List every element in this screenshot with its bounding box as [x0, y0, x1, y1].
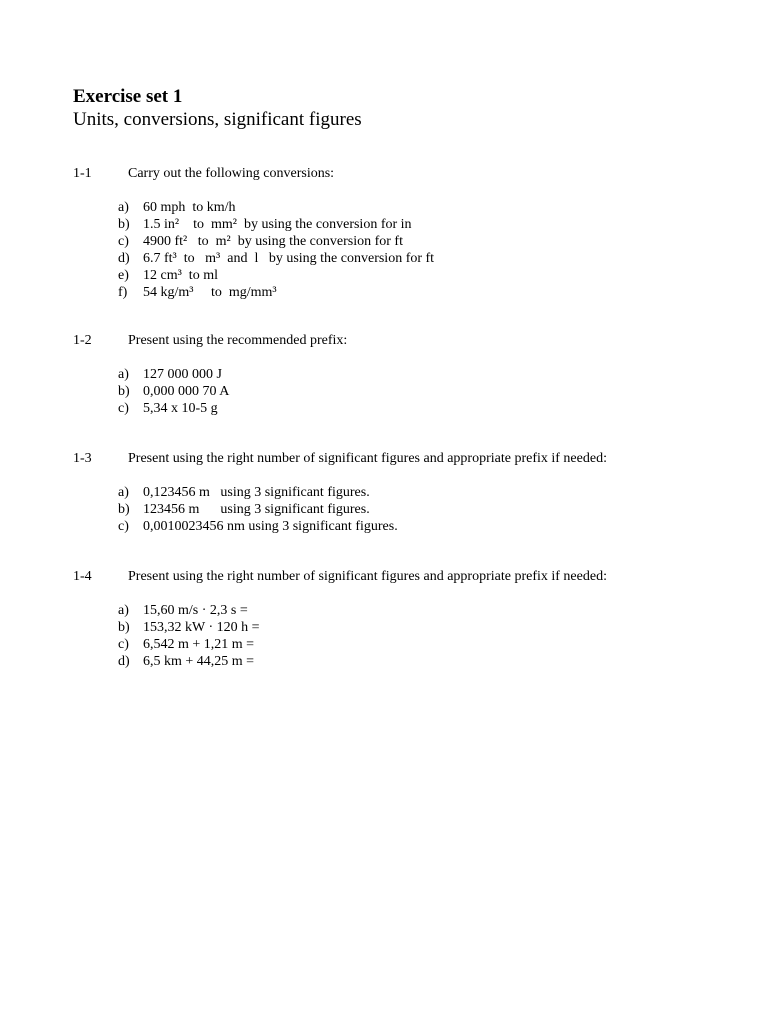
item-text: 5,34 x 10-5 g: [143, 401, 218, 416]
problem-prompt: Present using the right number of significant figures and appropriate prefix if needed:: [128, 569, 607, 584]
item-label: b): [118, 217, 130, 232]
item-text: 54 kg/m³ to mg/mm³: [143, 285, 277, 300]
item-label: c): [118, 401, 129, 416]
item-label: c): [118, 234, 129, 249]
document-title: Exercise set 1: [73, 86, 183, 107]
item-text: 12 cm³ to ml: [143, 268, 218, 283]
list-item: [118, 636, 260, 653]
problem-number: 1-4: [73, 569, 92, 584]
item-label: b): [118, 620, 130, 635]
list-item: [118, 216, 434, 233]
list-item: [118, 653, 260, 670]
item-label: a): [118, 485, 129, 500]
list-item: [118, 400, 229, 417]
item-text: 4900 ft² to m² by using the conversion for ft: [143, 234, 403, 249]
list-item: [118, 484, 398, 501]
problem-items: [118, 484, 398, 535]
item-text: 0,123456 m using 3 significant figures.: [143, 485, 370, 500]
item-label: c): [118, 637, 129, 652]
problem-number: 1-3: [73, 451, 92, 466]
item-label: e): [118, 268, 129, 283]
item-label: d): [118, 251, 130, 266]
item-text: 1.5 in² to mm² by using the conversion for in: [143, 217, 412, 232]
item-label: b): [118, 384, 130, 399]
problem-prompt: Present using the recommended prefix:: [128, 333, 348, 348]
item-label: c): [118, 519, 129, 534]
item-text: 6,5 km + 44,25 m =: [143, 654, 255, 669]
list-item: [118, 619, 260, 636]
list-item: [118, 233, 434, 250]
item-label: a): [118, 200, 129, 215]
problem-prompt: Present using the right number of significant figures and appropriate prefix if needed:: [128, 451, 607, 466]
list-item: [118, 602, 260, 619]
item-label: f): [118, 285, 128, 300]
problem-items: [118, 602, 260, 670]
list-item: [118, 250, 434, 267]
problem-items: [118, 199, 434, 301]
list-item: [118, 284, 434, 301]
list-item: [118, 383, 229, 400]
item-text: 6,542 m + 1,21 m =: [143, 637, 255, 652]
item-label: b): [118, 502, 130, 517]
document-subtitle: Units, conversions, significant figures: [73, 109, 362, 130]
item-text: 127 000 000 J: [143, 367, 222, 382]
item-label: a): [118, 367, 129, 382]
list-item: [118, 199, 434, 216]
item-text: 0,000 000 70 A: [143, 384, 230, 399]
item-text: 15,60 m/s · 2,3 s =: [143, 603, 248, 618]
list-item: [118, 366, 229, 383]
item-text: 153,32 kW · 120 h =: [143, 620, 260, 635]
item-text: 60 mph to km/h: [143, 200, 236, 215]
item-label: a): [118, 603, 129, 618]
problem-prompt: Carry out the following conversions:: [128, 166, 335, 181]
problem-number: 1-1: [73, 166, 92, 181]
item-text: 6.7 ft³ to m³ and l by using the conversion for ft: [143, 251, 435, 266]
problem-number: 1-2: [73, 333, 92, 348]
list-item: [118, 518, 398, 535]
problem-items: [118, 366, 229, 417]
item-text: 0,0010023456 nm using 3 significant figures.: [143, 519, 398, 534]
item-label: d): [118, 654, 130, 669]
list-item: [118, 267, 434, 284]
list-item: [118, 501, 398, 518]
item-text: 123456 m using 3 significant figures.: [143, 502, 370, 517]
